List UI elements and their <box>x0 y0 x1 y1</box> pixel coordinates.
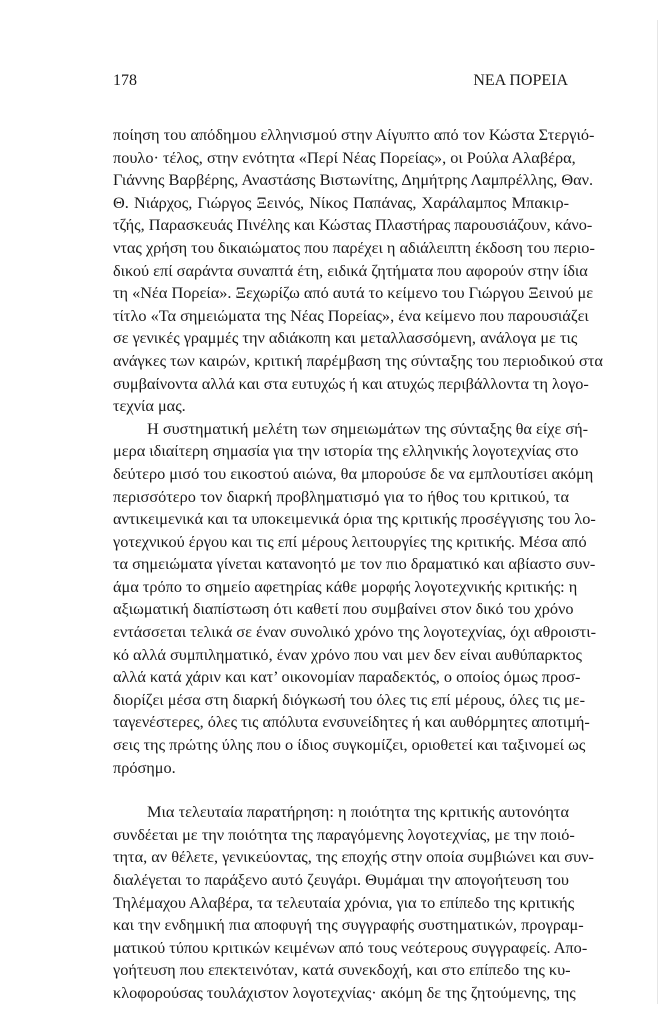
paragraph-2 <box>113 418 597 780</box>
text-line: συμβαίνοντα αλλά και στα ευτυχώς ή και ατυχώς περιβάλλοντα τη λογο- <box>113 373 589 393</box>
running-title: ΝΕΑ ΠΟΡΕΙΑ <box>473 72 568 89</box>
text-line: αξιωματική διαπίστωση ότι καθετί που συμβαίνει στον δικό του χρόνο <box>113 599 574 619</box>
running-header <box>113 72 568 92</box>
text-line: ανάγκες των καιρών, κριτική παρέμβαση της σύνταξης του περιοδικού στα <box>113 350 603 370</box>
text-line: σε γενικές γραμμές την αδιάκοπη και μεταλλασσόμενη, ανάλογα με τις <box>113 328 578 348</box>
text-line: ντας χρήση του δικαιώματος που παρέχει η αδιάλειπτη έκδοση του περιο- <box>113 237 595 257</box>
text-line: γοτεχνικού έργου και τις επί μέρους λειτουργίες της κριτικής. Μέσα από <box>113 531 587 551</box>
text-line: Τηλέμαχου Αλαβέρα, τα τελευταία χρόνια, για το επίπεδο της κριτικής <box>113 892 575 912</box>
text-line: διορίζει μέσα στη διαρκή διόγκωσή του όλες τις επί μέρους, όλες τις με- <box>113 689 586 709</box>
text-line: τη «Νέα Πορεία». Ξεχωρίζω από αυτά το κείμενο του Γιώργου Ξεινού με <box>113 283 594 303</box>
paragraph-gap <box>113 779 569 801</box>
text-line: ματικού τύπου κριτικών κειμένων από τους νεότερους συγγραφείς. Απο- <box>113 937 588 957</box>
text-line: Μια τελευταία παρατήρηση: η ποιότητα της κριτικής αυτονόητα <box>147 802 569 822</box>
text-line: δικού επί σαράντα συναπτά έτη, ειδικά ζητήματα που αφορούν στην ίδια <box>113 260 588 280</box>
page-number: 178 <box>113 72 137 89</box>
text-line: κό αλλά συμπιληματικό, έναν χρόνο που ναι μεν δεν είναι αυθύπαρκτος <box>113 644 582 664</box>
text-line: περισσότερο τον διαρκή προβληματισμό για το ήθος του κριτικού, τα <box>113 486 569 506</box>
text-line: τα σημειώματα γίνεται κατανοητό με τον πιο δραματικό και αβίαστο συν- <box>113 554 596 574</box>
text-line: Η συστηματική μελέτη των σημειωμάτων της σύνταξης θα είχε σή- <box>147 418 589 438</box>
text-line: γοήτευση που επεκτεινόταν, κατά συνεκδοχή, και στο επίπεδο της κυ- <box>113 960 571 980</box>
text-line: τζής, Παρασκευάς Πινέλης και Κώστας Πλαστήρας παρουσιάζουν, κάνο- <box>113 215 593 235</box>
text-line: Γιάννης Βαρβέρης, Αναστάσης Βιστωνίτης, Δημήτρης Λαμπρέλλης, Θαν. <box>113 170 594 190</box>
text-line: άμα τρόπο το σημείο αφετηρίας κάθε μορφής λογοτεχνικής κριτικής: η <box>113 576 578 596</box>
text-line: συνδέεται με την ποιότητα της παραγόμενης λογοτεχνίας, με την ποιό- <box>113 824 575 844</box>
paragraph-1 <box>113 124 603 418</box>
text-line: αλλά κατά χάριν και κατ’ οικονομίαν παραδεκτός, ο οποίος όμως προσ- <box>113 667 581 687</box>
text-line: πρόσημο. <box>113 757 176 777</box>
text-line: εντάσσεται τελικά σε έναν συνολικό χρόνο της λογοτεχνίας, όχι αθροιστι- <box>113 622 597 642</box>
text-line: ταγενέστερες, όλες τις απόλυτα ενσυνείδητες ή και αυθόρμητες αποτιμή- <box>113 712 590 732</box>
text-line: τεχνία μας. <box>113 396 186 416</box>
text-line: Θ. Νιάρχος, Γιώργος Ξεινός, Νίκος Παπάνας, Χαράλαμπος Μπακιρ- <box>113 192 569 212</box>
text-line: τίτλο «Τα σημειώματα της Νέας Πορείας», ένα κείμενο που παρουσιάζει <box>113 305 589 325</box>
text-line: και την ενδημική πια αποφυγή της συγγραφής συστηματικών, προγραμ- <box>113 915 584 935</box>
page-edge <box>657 20 658 1004</box>
text-line: ποίηση του απόδημου ελληνισμού στην Αίγυπτο από τον Κώστα Στεργιό- <box>113 125 595 144</box>
text-line: πουλο· τέλος, στην ενότητα «Περί Νέας Πορείας», οι Ρούλα Αλαβέρα, <box>113 147 576 167</box>
body-text <box>113 124 603 1005</box>
text-line: σεις της πρώτης ύλης που ο ίδιος συγκομίζει, οριοθετεί και ταξινομεί ως <box>113 735 586 755</box>
text-line: δεύτερο μισό του εικοστού αιώνα, θα μπορούσε δε να εμπλουτίσει ακόμη <box>113 463 594 483</box>
text-line: τητα, αν θέλετε, γενικεύοντας, της εποχής στην οποία συμβιώνει και συν- <box>113 847 594 867</box>
text-line: αντικειμενικά και τα υποκειμενικά όρια της κριτικής προσέγγισης του λο- <box>113 509 596 529</box>
paragraph-3 <box>113 801 594 1004</box>
text-line: κλοφορούσας τουλάχιστον λογοτεχνίας· ακόμη δε της ζητούμενης, της <box>113 982 576 1002</box>
text-line: διαλέγεται το παράξενο αυτό ζευγάρι. Θυμάμαι την απογοήτευση του <box>113 870 569 889</box>
text-line: μερα ιδιαίτερη σημασία για την ιστορία της ελληνικής λογοτεχνίας στο <box>113 441 579 461</box>
